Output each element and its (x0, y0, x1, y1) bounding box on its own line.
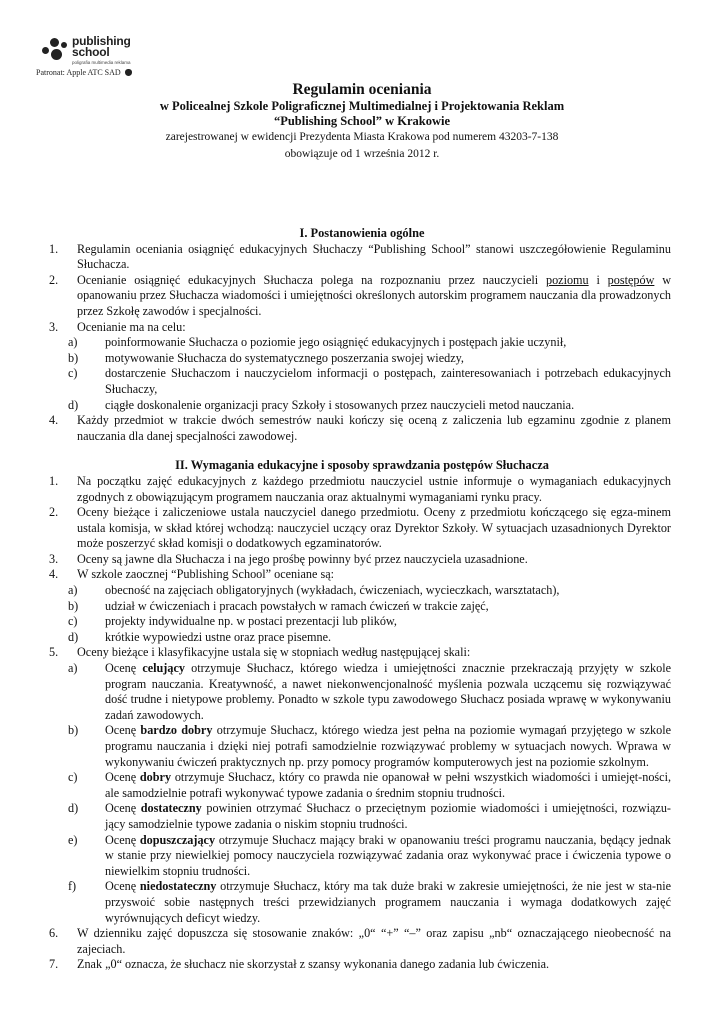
registration-line: zarejestrowanej w ewidencji Prezydenta Miasta Krakowa pod numerem 43203-7-138 (165, 131, 559, 143)
sub-list (68, 335, 671, 413)
grade-item: f) Ocenę niedostateczny otrzymuje Słuchacz, który ma tak duże braki w zakresie umiejętności, że nie jest w sta-nie przyswoić sobie następnych treści przewidzianych programem nauczania i wymaga dodatkowych zajęć wyrównujących deficyt wiedzy. (68, 879, 671, 925)
sub-list-item: b) motywowanie Słuchacza do systematycznego poszerzania swojej wiedzy, (68, 350, 464, 365)
logo-tagline: poligrafia multimedia reklama (72, 60, 131, 65)
sub-list (68, 583, 671, 645)
sub-list-item: a) poinformowanie Słuchacza o poziomie jego osiągnięć edukacyjnych i postępach jakie uczynił, (68, 335, 567, 350)
sub-list-item: a) obecność na zajęciach obligatoryjnych (wykładach, ćwiczeniach, wycieczkach, warsztatach), (68, 583, 560, 598)
document-title: Regulamin oceniania (292, 81, 432, 98)
list-item: 2. Oceny bieżące i zaliczeniowe ustala nauczyciel danego przedmiotu. Oceny z przedmiotu kończącego się egza-minem ustala komisja, w skład której wchodzą: nauczyciel uczący oraz Dyrektor Szkoły. W sytuacjach uzasadnionych Dyrektor może poszerzyć skład komisji o dodatkowych egzaminatorów. (49, 505, 671, 551)
section-1-list (0, 242, 724, 445)
apple-logo-icon (125, 69, 132, 76)
grade-list (68, 661, 672, 926)
list-item: 5. Oceny bieżące i klasyfikacyjne ustala się w stopniach według następującej skali: a) Ocenę celujący otrzymuje Słuchacz, którego wiedza i umiejętności znacznie przekraczają przyjęty w szkole program nauczania. Kreatywność, a nawet niekonwencjonalność myślenia pozwala uczącemu się rozwiązywać dość trudne i nietypowe problemy. Ponadto w szkole typu zawodowego Słuchacz posiada wprawę w wykonywaniu zadań zawodowych. b) Ocenę bardzo dobry otrzymuje Słuchacz, którego wiedza jest pełna na poziomie wymagań przyjętego w szkole programu nauczania i dzięki niej potrafi samodzielnie rozwiązywać problemy w sytuacjach nowych. Wprawa w wykonywaniu ćwiczeń praktycznych np. przy pomocy programów komputerowych jest na poziomie szkolnym. c) Ocenę dobry otrzymuje Słuchacz, który co prawda nie opanował w pełni wszystkich wiadomości i umiejęt-ności, ale samodzielnie potrafi wykonywać typowe zadania o średnim stopniu trudności. d) Ocenę dostateczny powinien otrzymać Słuchacz o przeciętnym poziomie wiadomości i umiejętności, rozwiązu-jący samodzielnie typowe zadania o niskim stopniu trudności. e) Ocenę dopuszczający otrzymuje Słuchacz mający braki w opanowaniu treści programu nauczania, będący jednak w stanie przy niewielkiej pomocy nauczyciela rozwiązywać zadania oraz wykonywać prace i ćwiczenia typowe o niewielkim stopniu trudności. f) Ocenę niedostateczny otrzymuje Słuchacz, który ma tak duże braki w zakresie umiejętności, że nie jest w sta-nie przyswoić sobie następnych treści przewidzianych programem nauczania i wymaga dodatkowych zajęć wyrównujących deficyt wiedzy. (49, 645, 672, 925)
sub-list-item: d) ciągłe doskonalenie organizacji pracy Szkoły i stosowanych przez nauczycieli metod nauczania. (68, 397, 575, 412)
list-item: 3. Oceny są jawne dla Słuchacza i na jego prośbę powinny być przez nauczyciela uzasadnione. (49, 551, 528, 566)
grade-item: c) Ocenę dobry otrzymuje Słuchacz, który co prawda nie opanował w pełni wszystkich wiadomości i umiejęt-ności, ale samodzielnie potrafi wykonywać typowe zadania o średnim stopniu trudności. (68, 770, 671, 800)
list-item: 4. W szkole zaocznej “Publishing School” oceniane są: a) obecność na zajęciach obligatoryjnych (wykładach, ćwiczeniach, wycieczkach, warsztatach), b) udział w ćwiczeniach i pracach powstałych w ramach ćwiczeń w trakcie zajęć, c) projekty indywidualne np. w postaci prezentacji lub plików, d) krótkie wypowiedzi ustne oraz prace pisemne. (0, 567, 724, 645)
document-body (0, 226, 724, 973)
list-item: 6. W dzienniku zajęć dopuszcza się stosowanie znaków: „0“ “+” “–” oraz zapisu „nb“ oznaczającego nieobecność na zajeciach. (49, 926, 671, 956)
logo-brand: publishing school (72, 34, 131, 59)
list-item: 3. Ocenianie ma na celu: a) poinformowanie Słuchacza o poziomie jego osiągnięć edukacyjnych i postępach jakie uczynił, b) motywowanie Słuchacza do systematycznego poszerzania swojej wiedzy, c) dostarczenie Słuchaczom i nauczycielom informacji o postępach, zainteresowaniach i potrzebach edukacyjnych Słuchaczy, d) ciągłe doskonalenie organizacji pracy Szkoły i stosowanych przez nauczycieli metod nauczania. (49, 319, 671, 412)
sub-list-item: d) krótkie wypowiedzi ustne oraz prace pisemne. (68, 629, 332, 644)
grade-item: d) Ocenę dostateczny powinien otrzymać Słuchacz o przeciętnym poziomie wiadomości i umiejętności, rozwiązu-jący samodzielnie typowe zadania o niskim stopniu trudności. (68, 801, 671, 831)
grade-item: a) Ocenę celujący otrzymuje Słuchacz, którego wiedza i umiejętności znacznie przekraczają przyjęty w szkole program nauczania. Kreatywność, a nawet niekonwencjonalność myślenia pozwala uczącemu się rozwiązywać dość trudne i nietypowe problemy. Ponadto w szkole typu zawodowego Słuchacz posiada wprawę w wykonywaniu zadań zawodowych. (68, 661, 671, 722)
list-item: 2. Ocenianie osiągnięć edukacyjnych Słuchacza polega na rozpoznaniu przez nauczycieli poziomu i postępów w opanowaniu przez Słuchacza wiadomości i umiejętności określonych autorskim programem nauczania dla prowadzonych przez Szkołę zawodów i specjalności. (49, 272, 671, 318)
logo-dots-icon (42, 38, 68, 60)
school-name: w Policealnej Szkole Poligraficznej Multimedialnej i Projektowania Reklam (159, 99, 565, 113)
sub-list-item: c) dostarczenie Słuchaczom i nauczycielom informacji o postępach, zainteresowaniach i potrzebach edukacyjnych Słuchaczy, (68, 366, 671, 396)
school-brand: “Publishing School” w Krakowie (273, 114, 451, 128)
effective-date: obowiązuje od 1 września 2012 r. (284, 148, 440, 160)
document-header (0, 80, 724, 163)
section-2-heading: II. Wymagania edukacyjne i sposoby sprawdzania postępów Słuchacza (175, 458, 549, 473)
grade-item: b) Ocenę bardzo dobry otrzymuje Słuchacz, którego wiedza jest pełna na poziomie wymagań przyjętego w szkole programu nauczania i dzięki niej potrafi samodzielnie rozwiązywać problemy w sytuacjach nowych. Wprawa w wykonywaniu ćwiczeń praktycznych np. przy pomocy programów komputerowych jest na poziomie szkolnym. (68, 723, 672, 769)
list-item: 7. Znak „0“ oznacza, że słuchacz nie skorzystał z szansy wykonania danego zadania lub ćwiczenia. (49, 957, 550, 972)
list-item: 4. Każdy przedmiot w trakcie dwóch semestrów nauki kończy się oceną z zaliczenia lub egzaminu zgodnie z planem nauczania dla danej specjalności zawodowej. (49, 413, 671, 443)
sub-list-item: c) projekty indywidualne np. w postaci prezentacji lub plików, (68, 614, 397, 629)
publishing-school-logo (42, 36, 162, 66)
patronat-line: Patronat: Apple ATC SAD (36, 68, 132, 77)
section-2-list (0, 474, 724, 973)
grade-item: e) Ocenę dopuszczający otrzymuje Słuchacz mający braki w opanowaniu treści programu nauczania, będący jednak w stanie przy niewielkiej pomocy nauczyciela rozwiązywać zadania oraz wykonywać prace i ćwiczenia typowe o niewielkim stopniu trudności. (68, 832, 671, 878)
sub-list-item: b) udział w ćwiczeniach i pracach powstałych w ramach ćwiczeń w trakcie zajęć, (68, 598, 489, 613)
section-1-heading: I. Postanowienia ogólne (299, 226, 425, 240)
list-item: 1. Regulamin oceniania osiągnięć edukacyjnych Słuchaczy “Publishing School” stanowi uszczegółowienie Regulaminu Słuchacza. (49, 241, 671, 272)
list-item: 1. Na początku zajęć edukacyjnych z każdego przedmiotu nauczyciel ustnie informuje o wymaganiach edukacyjnych zgodnych z obowiązującym programem nauczania oraz aktualnymi wymaganiami rynku pracy. (49, 473, 671, 504)
